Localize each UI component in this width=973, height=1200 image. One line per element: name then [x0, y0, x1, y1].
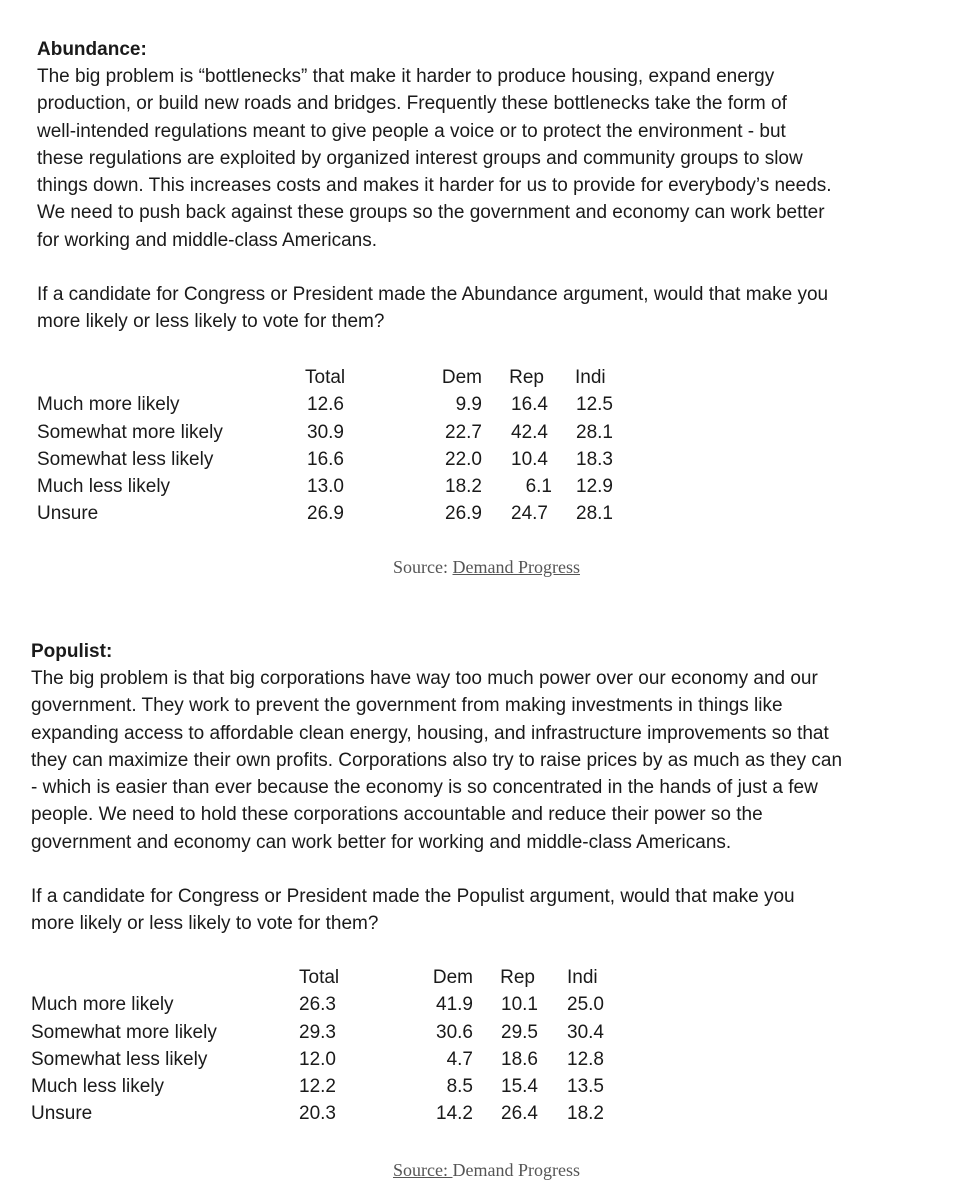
row-label: Much more likely: [37, 394, 180, 416]
table-row: [37, 500, 637, 527]
abundance-line: The big problem is “bottlenecks” that make it harder to produce housing, expand energy: [37, 66, 775, 87]
rep-value: 10.4: [511, 448, 548, 470]
table-row: [31, 1073, 631, 1100]
populist-description: [31, 665, 941, 856]
column-header-dem: Dem: [441, 367, 482, 388]
dem-value: 41.9: [436, 994, 473, 1016]
abundance-source: [0, 557, 973, 578]
table-row: [31, 1046, 631, 1073]
rep-value: 42.4: [511, 421, 548, 443]
column-header-rep: Rep: [500, 967, 535, 988]
table-row: [37, 473, 637, 500]
dem-value: 14.2: [436, 1103, 473, 1125]
total-value: 12.6: [307, 394, 344, 416]
row-label: Unsure: [37, 503, 99, 525]
total-value: 13.0: [307, 476, 344, 498]
column-header-rep: Rep: [509, 367, 544, 388]
dem-value: 18.2: [445, 476, 482, 498]
table-row: [37, 419, 637, 446]
abundance-table: [37, 364, 637, 528]
abundance-question: [37, 281, 937, 335]
populist-question-line: If a candidate for Congress or President made the Populist argument, would that make you: [31, 886, 795, 908]
abundance-line: things down. This increases costs and makes it harder for us to provide for everybody’s needs.: [37, 175, 832, 197]
indi-value: 13.5: [567, 1076, 604, 1098]
rep-value: 29.5: [501, 1021, 538, 1043]
indi-value: 28.1: [576, 503, 613, 525]
row-label: Much more likely: [31, 994, 174, 1016]
populist-line: government. They work to prevent the government from making investments in things like: [31, 695, 783, 717]
populist-line: they can maximize their own profits. Corporations also try to raise prices by as much as they can: [31, 749, 843, 771]
indi-value: 28.1: [576, 421, 613, 443]
indi-value: 12.8: [567, 1048, 604, 1070]
column-header-total: Total: [305, 367, 346, 388]
dem-value: 8.5: [446, 1076, 473, 1098]
abundance-description: [37, 63, 937, 254]
row-label: Somewhat less likely: [31, 1048, 208, 1070]
rep-value: 15.4: [501, 1076, 538, 1098]
row-label: Much less likely: [37, 476, 171, 498]
column-header-total: Total: [299, 967, 340, 988]
dem-value: 30.6: [436, 1021, 473, 1043]
column-header-dem: Dem: [432, 967, 473, 988]
rep-value: 26.4: [501, 1103, 538, 1125]
table-row: [31, 1100, 631, 1127]
source-prefix: Source:: [393, 557, 453, 577]
populist-source: [0, 1160, 973, 1181]
abundance-line: We need to push back against these groups so the government and economy can work better: [37, 202, 825, 224]
row-label: Somewhat more likely: [31, 1021, 217, 1043]
populist-section: [31, 638, 941, 937]
abundance-section: [37, 36, 937, 335]
populist-line: government and economy can work better for working and middle-class Americans.: [31, 831, 732, 853]
populist-question: [31, 883, 941, 937]
dem-value: 22.0: [445, 448, 482, 470]
total-value: 26.9: [307, 503, 344, 525]
rep-value: 18.6: [501, 1048, 538, 1070]
abundance-heading: Abundance:: [37, 39, 147, 60]
rep-value: 10.1: [501, 994, 538, 1016]
abundance-question-line: more likely or less likely to vote for them?: [37, 311, 385, 333]
indi-value: 25.0: [567, 994, 604, 1016]
indi-value: 12.9: [576, 476, 613, 498]
source-prefix[interactable]: Source:: [393, 1160, 453, 1180]
table-header-row: [31, 964, 631, 991]
rep-value: 6.1: [525, 476, 552, 498]
table-row: [37, 391, 637, 418]
indi-value: 18.2: [567, 1103, 604, 1125]
total-value: 26.3: [299, 994, 336, 1016]
column-header-indi: Indi: [567, 967, 598, 988]
abundance-question-line: If a candidate for Congress or President made the Abundance argument, would that make you: [37, 284, 829, 306]
row-label: Somewhat more likely: [37, 421, 223, 443]
table-row: [37, 446, 637, 473]
populist-question-line: more likely or less likely to vote for them?: [31, 913, 379, 935]
total-value: 12.0: [299, 1048, 336, 1070]
total-value: 12.2: [299, 1076, 336, 1098]
table-header-row: [37, 364, 637, 391]
dem-value: 22.7: [445, 421, 482, 443]
dem-value: 9.9: [455, 394, 482, 416]
populist-line: people. We need to hold these corporations accountable and reduce their power so the: [31, 804, 763, 826]
row-label: Much less likely: [31, 1076, 165, 1098]
total-value: 29.3: [299, 1021, 336, 1043]
total-value: 20.3: [299, 1103, 336, 1125]
row-label: Unsure: [31, 1103, 93, 1125]
populist-line: - which is easier than ever because the economy is so concentrated in the hands of just a few: [31, 777, 818, 799]
total-value: 16.6: [307, 448, 344, 470]
populist-line: expanding access to affordable clean energy, housing, and infrastructure improvements so that: [31, 722, 829, 744]
total-value: 30.9: [307, 421, 344, 443]
row-label: Somewhat less likely: [37, 448, 214, 470]
source-link[interactable]: Demand Progress: [452, 557, 580, 577]
rep-value: 16.4: [511, 394, 548, 416]
table-row: [31, 1019, 631, 1046]
indi-value: 30.4: [567, 1021, 604, 1043]
abundance-line: production, or build new roads and bridges. Frequently these bottlenecks take the form of: [37, 93, 787, 115]
dem-value: 4.7: [446, 1048, 473, 1070]
populist-table: [31, 964, 631, 1128]
rep-value: 24.7: [511, 503, 548, 525]
column-header-indi: Indi: [575, 367, 606, 388]
abundance-line: for working and middle-class Americans.: [37, 229, 378, 251]
indi-value: 18.3: [576, 448, 613, 470]
abundance-line: well-intended regulations meant to give people a voice or to protect the environment - but: [37, 120, 786, 142]
source-name: Demand Progress: [452, 1160, 580, 1180]
populist-heading: Populist:: [31, 641, 113, 662]
populist-line: The big problem is that big corporations have way too much power over our economy and our: [31, 668, 818, 689]
indi-value: 12.5: [576, 394, 613, 416]
table-row: [31, 991, 631, 1018]
dem-value: 26.9: [445, 503, 482, 525]
abundance-line: these regulations are exploited by organized interest groups and community groups to slow: [37, 147, 803, 169]
